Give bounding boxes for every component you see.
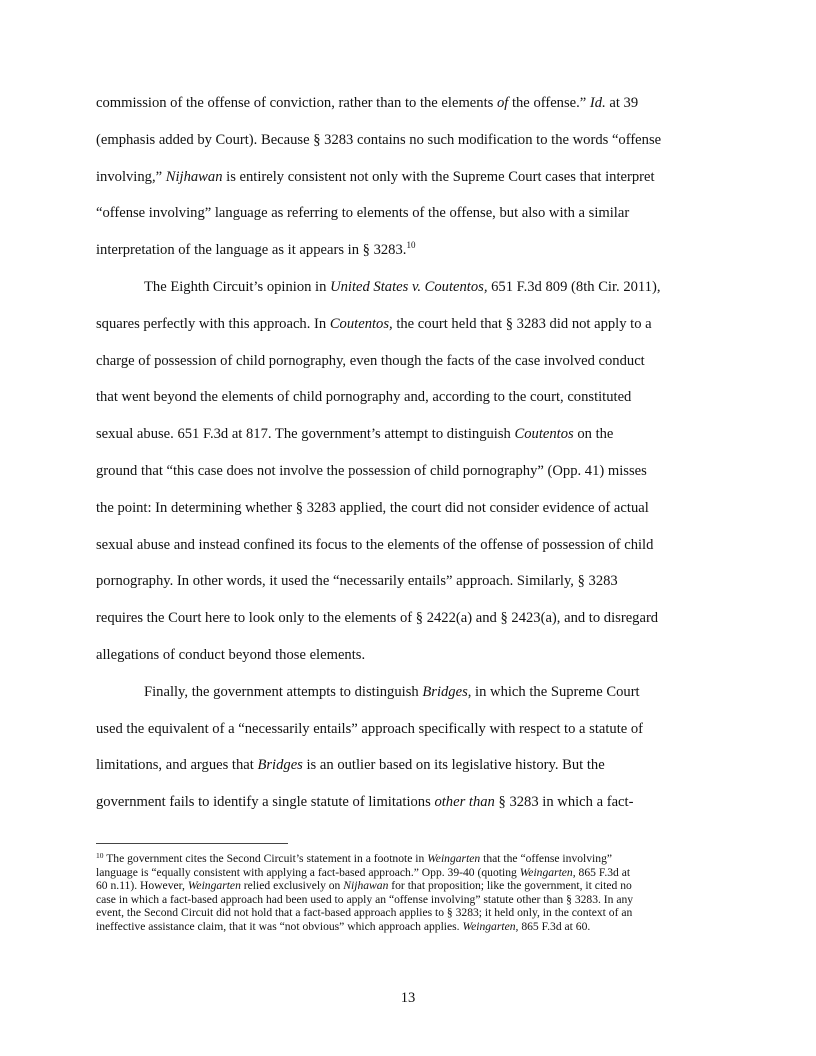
text-run: charge of possession of child pornography, even though the facts of the case involved conduct [96, 352, 645, 369]
italic-text: Weingarten [187, 879, 241, 893]
italic-text: Weingarten, [462, 919, 519, 933]
text-line [96, 352, 722, 370]
text-run: at 39 [605, 95, 639, 111]
text-run: (emphasis added by Court). Because § 3283 contains no such modification to the words “offense [96, 131, 662, 148]
footnote-marker: 10 [406, 240, 416, 251]
text-line [96, 499, 722, 517]
text-run: requires the Court here to look only to the elements of § 2422(a) and § 2423(a), and to disregard [96, 610, 659, 627]
italic-text: of [496, 95, 509, 111]
text-line [96, 204, 722, 222]
paragraph-start-line [96, 683, 722, 701]
footnote-separator [96, 843, 288, 844]
text-line [96, 646, 722, 664]
footnote-line [96, 906, 722, 920]
text-line [96, 572, 722, 590]
text-run: allegations of conduct beyond those elements. [96, 647, 366, 663]
text-run: limitations, and argues that [96, 757, 258, 774]
text-run: for that proposition; like the government, it cited no [388, 879, 632, 893]
text-line [96, 720, 722, 738]
text-line [96, 241, 722, 259]
text-run: is an outlier based on its legislative history. But the [302, 757, 605, 774]
italic-text: Weingarten, [519, 865, 576, 879]
text-run: that went beyond the elements of child pornography and, according to the court, constituted [96, 389, 632, 406]
text-run: language is “equally consistent with applying a fact-based approach.” Opp. 39-40 (quoting [96, 865, 520, 879]
text-line [96, 425, 722, 443]
text-run: the point: In determining whether § 3283 applied, the court did not consider evidence of actual [96, 499, 649, 516]
footnote-line [96, 893, 722, 907]
text-run: involving,” [96, 168, 166, 185]
text-run: The Eighth Circuit’s opinion in [144, 279, 331, 295]
italic-text: Bridges [422, 683, 468, 700]
text-run: “offense involving” language as referring to elements of the offense, but also with a similar [96, 205, 630, 222]
text-run: on the [573, 426, 614, 443]
text-run: ground that “this case does not involve the possession of child pornography” (Opp. 41) misses [96, 463, 647, 479]
text-run: event, the Second Circuit did not hold that a fact-based approach applies to § 3283; it held only, in the context of an [96, 906, 633, 920]
footnote-line [96, 879, 722, 893]
italic-text: Nijhawan [343, 879, 389, 893]
italic-text: Id. [589, 95, 606, 111]
text-run: is entirely consistent not only with the Supreme Court cases that interpret [222, 168, 655, 185]
text-line [96, 388, 722, 406]
text-run: Finally, the government attempts to distinguish [144, 683, 423, 700]
paragraph-start-line [96, 278, 722, 296]
text-line [96, 315, 722, 333]
text-line [96, 131, 722, 149]
text-run: relied exclusively on [240, 879, 344, 893]
text-line [96, 793, 722, 811]
text-run: pornography. In other words, it used the “necessarily entails” approach. Similarly, § 3283 [96, 573, 618, 590]
footnote-line [96, 866, 722, 880]
text-run: the offense.” [508, 95, 590, 111]
text-run: 865 F.3d at [575, 865, 631, 879]
text-run: , in which the Supreme Court [467, 683, 640, 700]
text-run: commission of the offense of conviction, rather than to the elements [96, 95, 497, 111]
italic-text: Coutentos [514, 426, 574, 443]
italic-text: Coutentos, [329, 315, 393, 332]
text-run: case in which a fact-based approach had been used to apply an “offense involving” statute other than § 3283. In any [96, 892, 634, 906]
footnote-10 [96, 852, 722, 934]
text-run: 865 F.3d at 60. [518, 919, 591, 933]
italic-text: Nijhawan [165, 168, 223, 185]
text-run: 651 F.3d 809 (8th Cir. 2011), [487, 279, 661, 295]
text-line [96, 536, 722, 554]
page-number: 13 [400, 990, 416, 1006]
text-line [96, 462, 722, 480]
text-run: sexual abuse and instead confined its focus to the elements of the offense of possession of child [96, 536, 654, 553]
footnote-line [96, 852, 722, 866]
text-run: The government cites the Second Circuit’s statement in a footnote in [103, 852, 428, 865]
text-run: interpretation of the language as it appears in § 3283. [96, 242, 407, 259]
text-line [96, 756, 722, 774]
italic-text: Bridges [257, 757, 303, 774]
text-run: that the “offense involving” [480, 852, 613, 865]
footnote-line [96, 920, 722, 934]
italic-text: Weingarten [427, 852, 481, 865]
text-run: 60 n.11). However, [96, 879, 188, 893]
footnote-marker: 10 [96, 851, 104, 860]
italic-text: other than [434, 794, 495, 811]
text-run: squares perfectly with this approach. In [96, 315, 330, 332]
text-run: sexual abuse. 651 F.3d at 817. The government’s attempt to distinguish [96, 426, 515, 443]
text-line [96, 94, 722, 112]
text-run: § 3283 in which a fact- [494, 794, 634, 811]
text-run: government fails to identify a single statute of limitations [96, 794, 435, 811]
text-line [96, 609, 722, 627]
text-run: used the equivalent of a “necessarily entails” approach specifically with respect to a statute of [96, 720, 644, 737]
text-run: the court held that § 3283 did not apply to a [392, 315, 652, 332]
text-run: ineffective assistance claim, that it was “not obvious” which approach applies. [96, 919, 463, 933]
italic-text: United States v. Coutentos, [330, 279, 488, 295]
text-line [96, 168, 722, 186]
